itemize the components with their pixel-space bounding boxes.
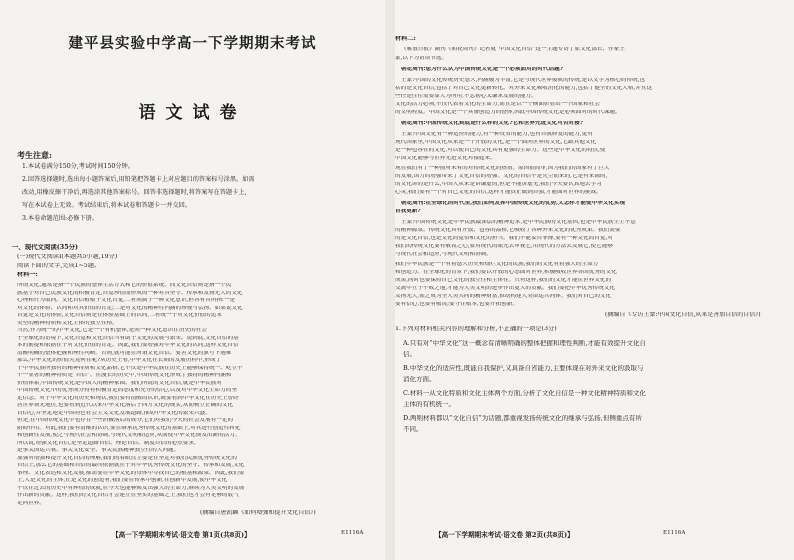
- option-c[interactable]: C.材料一从文化特质和文化主体两个方面,分析了文化自信是一种文化精神特质和文化: [403, 390, 646, 397]
- answer-line: 中国文化能够与世界先进文化对接起来。: [395, 156, 496, 161]
- notice-item: 改动,用橡皮擦干净后,再选涂其他答案标号。回答非选择题时,将答案写在答题卡上,: [22, 189, 247, 196]
- answer-line: 的精神源泉。传统文化具有开放、包容的品格,它吸收了各种外来文化的优秀成果。我们需要: [395, 228, 621, 233]
- body-line: 所以说,增强文化自信,是坚定道路自信、理论自信、制度自信的必然要求,: [17, 440, 196, 446]
- body-line: 类型的精神特质和文化主体的独立性格。: [17, 320, 118, 326]
- body-line: 但是,在中国传统文化中也存在一些消极落后的成分,它们对我们今天的社会发展有一定的: [17, 418, 234, 423]
- body-line: 心理和行为取向。文化自信植根于文化自觉,二者同属于一种文化意识,但各有其所指:一是: [17, 298, 236, 303]
- question-stem: 1.下列对材料相关内容的理解和分析,不正确的一项是(3分): [395, 326, 557, 332]
- body-line: 于全球化的语境下,文化自觉和文化自信当有助于文化的发展与繁荣。说到底,文化自信的基: [17, 335, 239, 341]
- answer-line: 发扬光大,使之成为全人类共同的精神财富,推动构建人类命运共同体。我们对自己的文化: [395, 294, 612, 299]
- page-footer: 【高一下学期期末考试·语文卷 第1页(共8页)】: [112, 531, 251, 539]
- answer-line: 心灵,我们要有一个对自己文化的自信,这样才能真正做到自强,才能面对世界的挑战。: [395, 190, 602, 195]
- answer-line: 是一种包容性的文化,可以使自己的文化具有更强的生命力。这些是中华文化的特点,使: [395, 148, 606, 153]
- option-b[interactable]: B.中华文化的适应性,既能自我保护,又具备自省能力,主要体现在对外来文化的汲取与: [403, 365, 644, 372]
- intro-line: 蒙,以下为访谈节选。: [395, 56, 448, 61]
- body-line: 族基于对自己民族文化的积极肯定,自觉珍惜而形成的一种对其坚守、传承和发扬光大的文化: [17, 290, 243, 296]
- answer-line: 的文明程度。中国文化是一个具备创造力的整体,因此中国传统文化是必须面对的时代课题。: [395, 110, 621, 115]
- body-line: 当然,作为统一的中华文化,它是一个有机整体,是同一种文化意识在历史的社会: [17, 328, 207, 333]
- intro-line: 《解放日报》副刊《朝花周刊》记者就“中国文化自信”这一主题专访了原文化部长、作家王: [401, 47, 625, 52]
- body-line: 价值体系,中国传统文化是中国人的精神家园。我们所说的文化自信,就是中华民族对: [17, 380, 222, 386]
- notice-item: 1.本试卷满分150分,考试时间150分钟。: [22, 163, 134, 170]
- body-line: 加强对增强和提升文化自信的理解,我们的着眼点主要是在坚定对我们民族优秀传统文化的: [17, 455, 237, 461]
- material-label: 材料一:: [17, 272, 38, 278]
- answer-line: 现代国家里,中国文化从来是一个开放的文化,是一个面向世界的文化,它跟其他文化: [395, 140, 597, 145]
- answer-line: 王蒙:中国文化有一种适应的能力,有一种反省的能力,也有自我修复的能力,更有: [401, 132, 593, 137]
- body-line: 于中华民族所独有的精神特质和文化品格,它不仅是中华民族在历史上能够保持统一、屹立不: [17, 365, 243, 371]
- notice-heading: 考生注意:: [17, 150, 52, 160]
- source-citation: (摘编自唐凯麟《如何增强和提升文化自信》): [200, 510, 316, 516]
- option-a-cont: 信。: [403, 351, 416, 358]
- page-footer: 【高一下学期期末考试·语文卷 第2页(共8页)】: [435, 531, 574, 539]
- answer-line: 交流中立于不败之地,才能为人类文明的进步作出更大的贡献。我们要把中华优秀传统文化: [395, 286, 615, 291]
- page-left: [0, 0, 385, 560]
- paper-title: 语文试卷: [138, 103, 247, 123]
- body-line: 不仅在过去的历史中有辉煌的成就,在今天也能够焕发出强大的生命力,继续为人类文明的发展: [17, 485, 245, 491]
- body-line: 自觉是文化的体验,文化自信则是在体验基础上的认同,二者统一于对文化价值的追求: [17, 313, 222, 318]
- exam-title: 建平县实验中学高一下学期期末考试: [68, 35, 317, 52]
- interview-question-cont: 自我更新?: [395, 209, 421, 214]
- answer-line: 些任是往往需要靠人为所用,不忘初心又谦求发展的能力。: [395, 94, 537, 99]
- body-line: 清醒明确的整体把握和理性判断。否则,就可能在所谓文化自信、要害文化的旗号下遇难: [17, 350, 232, 356]
- body-line: 那么,中华文化的价值究竟何在呢?从历史上看,中华文化在长期的发展历程中,形成了: [17, 358, 222, 363]
- body-line: 自信心,并坚定地走中国特色社会主义文化发展道路,推动中华文化的繁荣兴盛。: [17, 410, 211, 416]
- body-line: 个一显著的精神特质是“自信”。在漫长的历史中,中国传统文化形成了独特的精神内涵和: [17, 373, 232, 378]
- answer-line: 王蒙:中国的文化传统历史悠久,内涵极为丰富,它是与现代世界接轨的传统,是以文学为核心的传统,包: [401, 78, 645, 83]
- option-d[interactable]: D.两则材料都以“文化自信”为话题,都重视发扬传统文化的继承与弘扬,但侧重点有所: [403, 415, 642, 422]
- body-line: 本的前提和依据在于对文化价值的肯定。因此,我们要增强对中华文化的认同,这样文化自信: [17, 343, 239, 348]
- body-line: 对文化的体验、认同和对其价值的肯定;二是对文化的精神性内涵的珍视与弘扬。如果说文化: [17, 305, 243, 311]
- body-line: 上,人是文化的主体,正是文化的创造者,我们要在传承中创新,在创新中发展,使中华文化: [17, 478, 228, 483]
- answer-line: 与现代社会相适应,与现代文明相协调。: [395, 252, 492, 257]
- body-line: 中国传统文化中的优秀成分持有积极肯定的态度和充分的信心,以及对中华文化生命力的坚: [17, 388, 237, 393]
- answer-line: 括的是文化自信,包括了对自己文化更新转化、对外来文化吸收消化的能力,包括了健全的文化人格,并且这: [395, 86, 653, 91]
- reading-instruction: 阅读下面的文字,完成1~5题。: [17, 263, 101, 269]
- body-line: 所谓文化,通常是指一个民族的整体生活方式和它的价值系统。而文化自信则是指一个民: [17, 283, 232, 288]
- body-line: 作出新的贡献。这样,我们的文化自信才会建立在坚实的基础之上,我们也才会有足够的底气: [17, 493, 239, 498]
- source-citation: (摘编自《专访王蒙:中国文化自信,从来是善加自信的自信》): [605, 312, 761, 318]
- option-d-cont: 不同。: [403, 426, 423, 433]
- body-line: 自信上,那么它的基础和自信的最终依据就在于对中华优秀传统文化的坚守、传承和发展,文化: [17, 463, 245, 468]
- body-line: 和创新性发展,使之与现代社会相协调,与现代文明相适应,从而使中华文化焕发出新的活力。: [17, 433, 241, 438]
- answer-line: 和创造力。在全球化的背景下,我们要以开放的心态面对世界,积极吸收世界各国优秀的文化: [395, 270, 617, 275]
- interview-question: 朝花周刊:在全球化的时代里,我们如何发挥中国传统文化的优势,又怎样才能使中华文化实现: [401, 201, 626, 206]
- body-line: 阻碍作用。对此,我们要有清醒的认识,要在继承优秀传统文化的基础上,对其进行创造性转化: [17, 425, 241, 431]
- answer-line: 我们的传统文化要有敬畏之心,要用现代的眼光去审视它,用现代的方法去发展它,使它能够: [395, 244, 613, 249]
- notice-item: 2.回答选择题时,选出每小题答案后,用铅笔把答题卡上对应题目的答案标号涂黑。如需: [22, 176, 255, 183]
- notice-item: 写在本试卷上无效。考试结束后,将本试卷和答题卡一并交回。: [22, 202, 192, 209]
- answer-line: 的是文化自信,也是文化的觉悟和文化的担当。我们不能妄自菲薄,要有一种文化的自觉,对: [395, 236, 613, 241]
- answer-line: 王蒙:中国传统文化是中华民族最深层的精神追求,是中华民族的文化基因,也是中华民族生生不息: [401, 220, 636, 225]
- answer-line: 文化的活力必须,不仅代表着文化的生命力,而且是以一个侧面彰显出一个国家和社会: [395, 102, 600, 107]
- option-a[interactable]: A.只有对“中华文化”这一概念有清晰明确的整体把握和理性判断,才能有效提升文化自: [403, 340, 646, 347]
- option-c-cont: 主体的有机统一。: [403, 401, 455, 408]
- answer-line: 成果,同时也要保持自己文化的独立性和主体性。只有这样,我们的文化才能在世界文化的: [395, 278, 612, 283]
- page-right: [395, 0, 794, 560]
- answer-line: 要有信心,也要有敬畏;要守住根本,也要开拓创新。: [395, 302, 518, 307]
- notice-item: 3.本卷命题范围:必修下册。: [22, 215, 99, 222]
- section-heading: 一、现代文阅读(35分): [12, 244, 79, 251]
- material-label: 材料二:: [395, 36, 416, 42]
- interview-question: 朝花周刊:您为什么认为中国传统文化是一个必须面对的时代话题?: [401, 67, 563, 72]
- option-b-cont: 消化方面。: [403, 376, 436, 383]
- exam-code: E1116A: [663, 530, 686, 536]
- page-gutter: [385, 0, 395, 560]
- body-line: 定信念。对于中华文化的历史和现状,我们要有清醒的认识,既要看到中华文化在历史上曾经: [17, 395, 239, 401]
- body-line: 走向世界。: [17, 500, 45, 506]
- answer-line: 现在我们有了一种前所未有的对传统文化的热情。原因很简单,因为我们的国家有了巨大: [395, 166, 610, 171]
- answer-line: 的文化讲的是什么,中国人从来是讲谦虚的,但是不能讲虚无,我们今天要认真地去学习: [395, 182, 602, 187]
- exam-code: E1116A: [341, 530, 364, 536]
- body-line: 是事关国运兴衰、事关文化安全、事关民族精神独立性的大问题。: [17, 448, 180, 453]
- body-line: 居世界领先地位,也要看到近代以来中华文化落后于西方文化的现实,从而树立正确的文化: [17, 403, 234, 408]
- subsection-heading: (一)现代文阅读Ⅰ(本题共5小题,19分): [17, 254, 118, 260]
- body-line: 事理、文化表达和文化发展,都需要在中华文化的母体中寻找自己的根基和源泉。因此,我们要: [17, 470, 245, 476]
- answer-line: 的发展,国力的增强带来了文化自信的增强。文化的自信不是凭空而来的,它是有来源的,: [395, 174, 608, 179]
- answer-line: 我们中华民族是一个有着悠久历史和灿烂文化的民族,我们的文化有着强大的生命力: [395, 262, 599, 267]
- interview-question: 朝花周刊:中国传统文化到底是什么样的文化?它和世界先进文化可否对接?: [401, 121, 584, 126]
